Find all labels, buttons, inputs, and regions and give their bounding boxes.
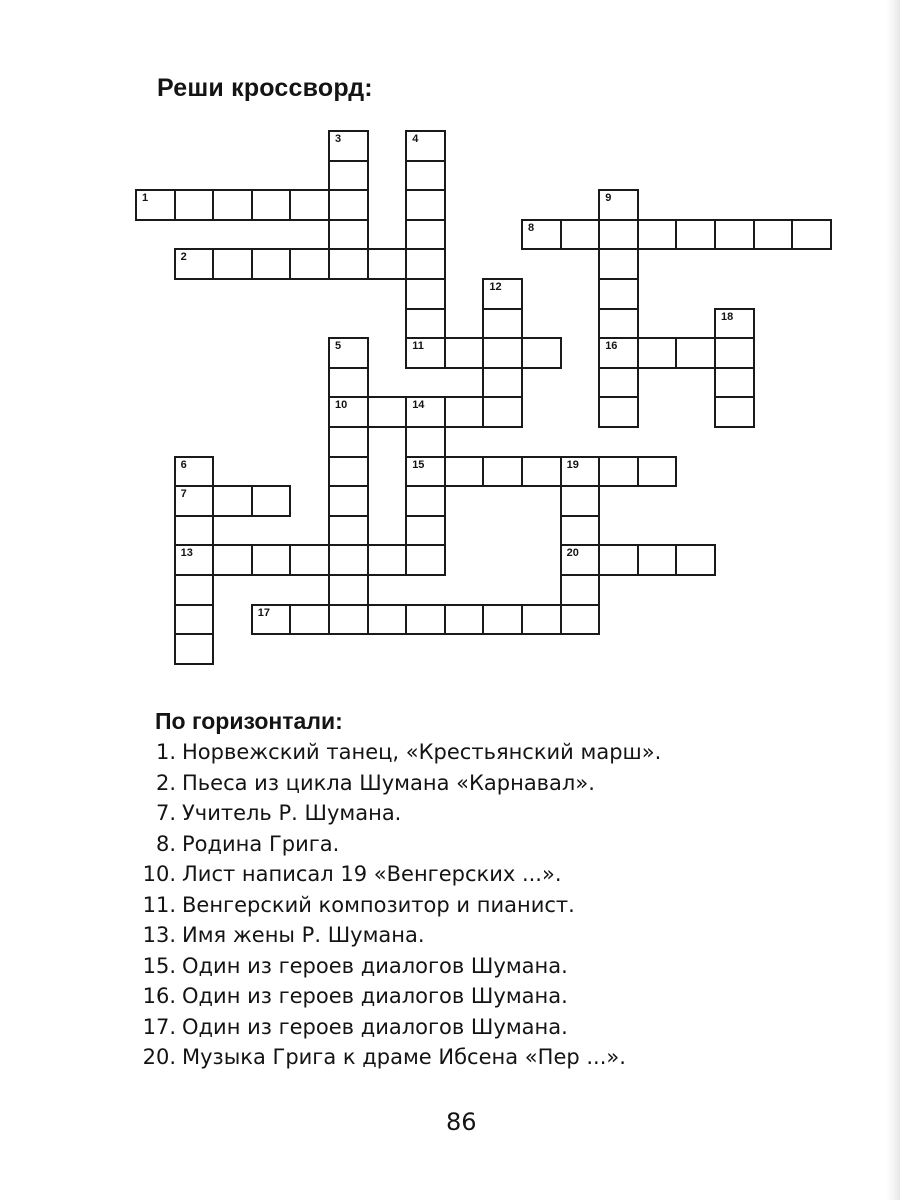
crossword-cell bbox=[405, 544, 446, 576]
clue-item bbox=[120, 920, 840, 951]
clue-grid-number: 16 bbox=[605, 340, 618, 353]
clue-number: 15. bbox=[142, 953, 176, 978]
clue-number: 8. bbox=[155, 831, 176, 856]
crossword-cell bbox=[328, 574, 369, 606]
clue-number: 20. bbox=[142, 1045, 176, 1069]
clue-grid-number: 7 bbox=[180, 488, 187, 501]
crossword-cell bbox=[212, 485, 253, 517]
crossword-cell bbox=[598, 396, 639, 428]
clue-number: 11. bbox=[142, 892, 176, 917]
crossword-cell bbox=[328, 219, 369, 251]
crossword-cell bbox=[174, 515, 215, 547]
crossword-cell bbox=[405, 248, 446, 280]
clue-grid-number: 19 bbox=[566, 458, 579, 471]
clue-number: 16. bbox=[142, 984, 176, 1008]
crossword-cell bbox=[289, 248, 330, 280]
crossword-cell bbox=[444, 456, 485, 488]
crossword-cell bbox=[328, 130, 369, 162]
crossword-cell bbox=[135, 189, 176, 221]
clue-text: Лист написал 19 «Венгерских ...». bbox=[182, 862, 562, 886]
crossword-cell bbox=[174, 189, 215, 221]
clue-text: Один из героев диалогов Шумана. bbox=[182, 953, 568, 978]
clue-item bbox=[120, 859, 840, 890]
crossword-cell bbox=[714, 367, 755, 399]
crossword-cell bbox=[714, 219, 755, 251]
crossword-cell bbox=[482, 337, 523, 369]
crossword-cell bbox=[328, 160, 369, 192]
crossword-cell bbox=[405, 160, 446, 192]
crossword-cell bbox=[174, 544, 215, 576]
crossword-cell bbox=[675, 544, 716, 576]
crossword-cell bbox=[251, 248, 292, 280]
crossword-cell bbox=[289, 544, 330, 576]
crossword-cell bbox=[560, 574, 601, 606]
crossword-cell bbox=[444, 604, 485, 636]
crossword-cell bbox=[405, 219, 446, 251]
clue-grid-number: 11 bbox=[412, 340, 424, 353]
crossword-cell bbox=[212, 248, 253, 280]
clue-grid-number: 15 bbox=[412, 458, 425, 471]
clue-text: Один из героев диалогов Шумана. bbox=[182, 984, 568, 1008]
clue-grid-number: 1 bbox=[142, 192, 149, 205]
clue-number: 13. bbox=[142, 923, 176, 947]
crossword-cell bbox=[521, 219, 562, 251]
crossword-cell bbox=[405, 426, 446, 458]
crossword-cell bbox=[560, 485, 601, 517]
clue-number: 2. bbox=[155, 770, 176, 795]
clue-text: Имя жены Р. Шумана. bbox=[182, 923, 425, 947]
clue-grid-number: 13 bbox=[180, 547, 193, 560]
clue-item bbox=[120, 829, 840, 860]
clue-item bbox=[120, 890, 840, 921]
clue-text: Музыка Грига к драме Ибсена «Пер ...». bbox=[182, 1045, 626, 1069]
crossword-cell bbox=[174, 485, 215, 517]
clue-grid-number: 4 bbox=[412, 133, 419, 145]
crossword-cell bbox=[675, 337, 716, 369]
clue-number: 7. bbox=[155, 801, 176, 825]
clue-text: Учитель Р. Шумана. bbox=[182, 801, 402, 825]
crossword-cell bbox=[405, 604, 446, 636]
crossword-cell bbox=[675, 219, 716, 251]
crossword-cell bbox=[482, 278, 523, 310]
page-title: Реши кроссворд: bbox=[157, 74, 373, 102]
clue-item bbox=[120, 737, 840, 768]
crossword-cell bbox=[598, 367, 639, 399]
crossword-cell bbox=[560, 515, 601, 547]
clue-item bbox=[120, 798, 840, 829]
crossword-cell bbox=[637, 337, 678, 369]
clue-number: 1. bbox=[155, 740, 176, 764]
crossword-cell bbox=[405, 337, 446, 369]
clue-grid-number: 9 bbox=[605, 192, 612, 205]
clue-grid-number: 14 bbox=[412, 399, 425, 412]
crossword-cell bbox=[405, 456, 446, 488]
crossword-cell bbox=[637, 219, 678, 251]
clue-item bbox=[120, 1042, 840, 1073]
clue-number: 17. bbox=[142, 1014, 176, 1039]
clue-item bbox=[120, 951, 840, 982]
clue-item bbox=[120, 1012, 840, 1043]
crossword-cell bbox=[637, 456, 678, 488]
crossword-cell bbox=[482, 367, 523, 399]
crossword-cell bbox=[598, 278, 639, 310]
crossword-cell bbox=[521, 604, 562, 636]
crossword-cell bbox=[405, 130, 446, 162]
clue-text: Пьеса из цикла Шумана «Карнавал». bbox=[182, 770, 595, 795]
crossword-cell bbox=[444, 396, 485, 428]
clue-grid-number: 18 bbox=[721, 310, 734, 323]
crossword-cell bbox=[598, 456, 639, 488]
clue-grid-number: 20 bbox=[566, 547, 579, 560]
crossword-cell bbox=[174, 633, 215, 665]
crossword-cell bbox=[598, 189, 639, 221]
crossword-cell bbox=[444, 337, 485, 369]
clue-list bbox=[120, 737, 840, 1073]
crossword-cell bbox=[174, 248, 215, 280]
crossword-cell bbox=[328, 248, 369, 280]
crossword-cell bbox=[405, 308, 446, 340]
crossword-cell bbox=[598, 337, 639, 369]
clue-grid-number: 12 bbox=[489, 281, 502, 293]
clue-number: 10. bbox=[142, 862, 176, 886]
clue-text: Один из героев диалогов Шумана. bbox=[182, 1014, 568, 1039]
clue-grid-number: 10 bbox=[335, 399, 348, 412]
crossword-cell bbox=[714, 308, 755, 340]
crossword-cell bbox=[714, 337, 755, 369]
clue-text: Норвежский танец, «Крестьянский марш». bbox=[182, 740, 662, 764]
crossword-cell bbox=[212, 189, 253, 221]
clue-item bbox=[120, 981, 840, 1012]
crossword-cell bbox=[521, 337, 562, 369]
crossword-cell bbox=[174, 604, 215, 636]
crossword-cell bbox=[212, 544, 253, 576]
crossword-cell bbox=[405, 278, 446, 310]
crossword-cell bbox=[598, 308, 639, 340]
crossword-cell bbox=[174, 456, 215, 488]
crossword-cell bbox=[405, 189, 446, 221]
clue-item bbox=[120, 768, 840, 799]
clue-text: Венгерский композитор и пианист. bbox=[182, 892, 575, 917]
crossword-cell bbox=[405, 515, 446, 547]
clue-grid-number: 5 bbox=[335, 340, 342, 353]
crossword-cell bbox=[289, 604, 330, 636]
crossword-cell bbox=[328, 604, 369, 636]
crossword-cell bbox=[598, 544, 639, 576]
crossword-cell bbox=[714, 396, 755, 428]
crossword-cell bbox=[328, 515, 369, 547]
crossword-cell bbox=[482, 456, 523, 488]
crossword-cell bbox=[328, 396, 369, 428]
crossword-cell bbox=[328, 337, 369, 369]
crossword-cell bbox=[251, 544, 292, 576]
crossword-cell bbox=[560, 604, 601, 636]
page-edge-shadow bbox=[886, 0, 900, 1200]
crossword-cell bbox=[405, 396, 446, 428]
clue-grid-number: 17 bbox=[257, 606, 271, 619]
crossword-cell bbox=[289, 189, 330, 221]
crossword-cell bbox=[598, 248, 639, 280]
clue-grid-number: 3 bbox=[335, 133, 342, 145]
crossword-cell bbox=[367, 604, 408, 636]
crossword-cell bbox=[328, 456, 369, 488]
crossword-cell bbox=[328, 544, 369, 576]
clues-heading: По горизонтали: bbox=[155, 708, 343, 734]
crossword-cell bbox=[174, 574, 215, 606]
crossword-cell bbox=[328, 367, 369, 399]
crossword-cell bbox=[251, 189, 292, 221]
clue-grid-number: 2 bbox=[180, 251, 187, 264]
crossword-cell bbox=[560, 544, 601, 576]
crossword-cell bbox=[560, 219, 601, 251]
crossword-cell bbox=[560, 456, 601, 488]
crossword-cell bbox=[521, 456, 562, 488]
crossword-cell bbox=[753, 219, 794, 251]
crossword-cell bbox=[482, 396, 523, 428]
crossword-cell bbox=[367, 396, 408, 428]
crossword-cell bbox=[791, 219, 832, 251]
page-number: 86 bbox=[446, 1108, 477, 1136]
crossword-cell bbox=[637, 544, 678, 576]
clue-grid-number: 6 bbox=[180, 458, 187, 471]
clue-grid-number: 8 bbox=[528, 221, 535, 234]
crossword-cell bbox=[328, 189, 369, 221]
crossword-cell bbox=[251, 485, 292, 517]
crossword-cell bbox=[328, 426, 369, 458]
crossword-cell bbox=[482, 308, 523, 340]
crossword-cell bbox=[598, 219, 639, 251]
clue-text: Родина Грига. bbox=[182, 831, 340, 856]
crossword-cell bbox=[367, 248, 408, 280]
crossword-cell bbox=[482, 604, 523, 636]
crossword-cell bbox=[405, 485, 446, 517]
crossword-cell bbox=[367, 544, 408, 576]
crossword-cell bbox=[251, 604, 292, 636]
crossword-cell bbox=[328, 485, 369, 517]
